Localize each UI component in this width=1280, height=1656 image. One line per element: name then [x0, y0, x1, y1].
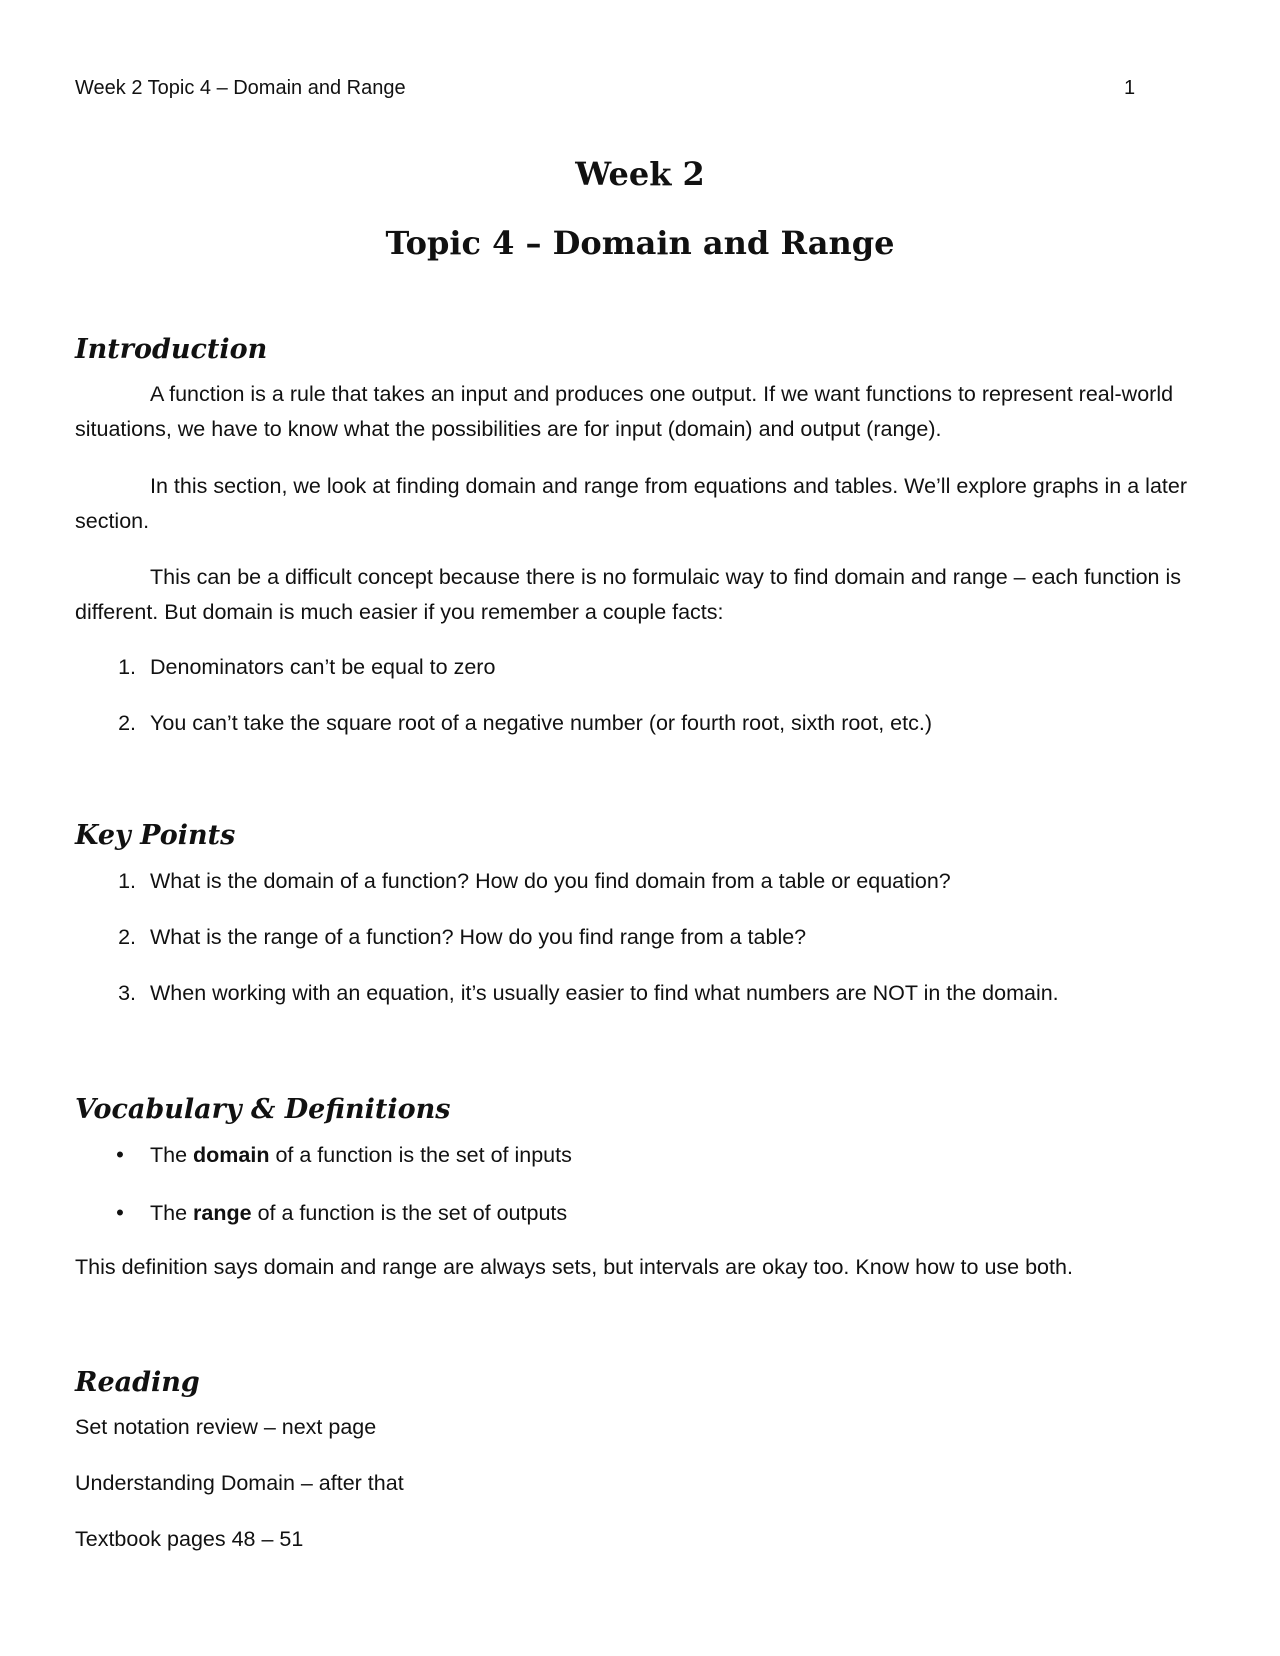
vocabulary-term: domain [193, 1143, 270, 1167]
list-number: 3. [118, 981, 136, 1005]
reading-line-3: Textbook pages 48 – 51 [75, 1527, 304, 1551]
section-heading-reading: Reading [75, 1367, 200, 1398]
list-number: 2. [118, 925, 136, 949]
vocabulary-definition: The domain of a function is the set of inputs [150, 1143, 572, 1167]
section-heading-key-points: Key Points [75, 820, 236, 851]
fact-text: Denominators can’t be equal to zero [150, 655, 496, 679]
bullet-icon: • [116, 1200, 124, 1225]
fact-text: You can’t take the square root of a negative number (or fourth root, sixth root, etc.) [150, 711, 932, 735]
page-number: 1 [1124, 77, 1136, 99]
key-point-text: What is the range of a function? How do you find range from a table? [150, 925, 807, 949]
vocabulary-note: This definition says domain and range are always sets, but intervals are okay too. Know how to use both. [75, 1255, 1073, 1279]
intro-paragraph-2: In this section, we look at finding domain and range from equations and tables. We’ll explore graphs in a later section. [75, 474, 1187, 533]
intro-paragraph-1: A function is a rule that takes an input and produces one output. If we want functions to represent real-world situations, we have to know what the possibilities are for input (domain) and output (range). [75, 382, 1174, 441]
vocabulary-definition: The range of a function is the set of outputs [150, 1201, 568, 1225]
list-number: 1. [118, 655, 136, 679]
bullet-icon: • [116, 1142, 124, 1167]
reading-line-2: Understanding Domain – after that [75, 1471, 404, 1495]
key-point-text: What is the domain of a function? How do you find domain from a table or equation? [150, 869, 951, 893]
section-heading-vocabulary: Vocabulary & Definitions [75, 1094, 451, 1125]
page-title-topic: Topic 4 – Domain and Range [385, 224, 895, 262]
list-number: 2. [118, 711, 136, 735]
key-point-text: When working with an equation, it’s usually easier to find what numbers are NOT in the domain. [150, 981, 1059, 1005]
intro-paragraph-3: This can be a difficult concept because there is no formulaic way to find domain and range – each function is different. But domain is much easier if you remember a couple facts: [75, 565, 1182, 624]
list-number: 1. [118, 869, 136, 893]
section-heading-introduction: Introduction [75, 334, 268, 365]
running-header-title: Week 2 Topic 4 – Domain and Range [75, 77, 406, 99]
reading-line-1: Set notation review – next page [75, 1415, 377, 1439]
page-title-week: Week 2 [575, 155, 705, 193]
vocabulary-term: range [193, 1201, 252, 1225]
